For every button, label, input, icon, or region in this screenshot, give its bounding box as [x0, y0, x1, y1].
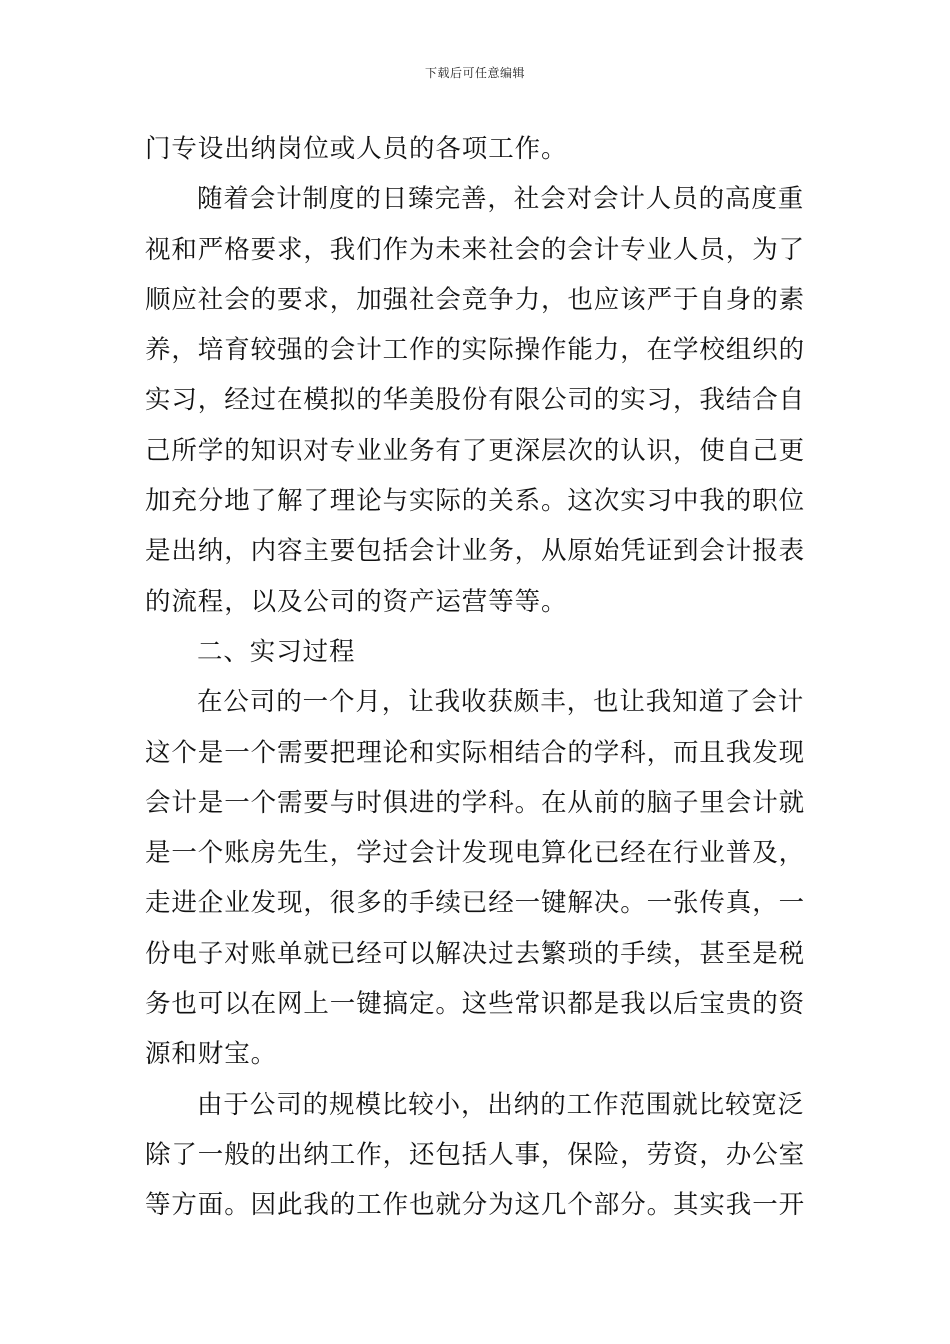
text-line: 养，培育较强的会计工作的实际操作能力，在学校组织的 — [145, 335, 805, 366]
text-line: 份电子对账单就已经可以解决过去繁琐的手续，甚至是税 — [145, 938, 805, 969]
text-line: 由于公司的规模比较小，出纳的工作范围就比较宽泛 — [197, 1089, 805, 1120]
text-line: 走进企业发现，很多的手续已经一键解决。一张传真，一 — [145, 888, 805, 919]
text-line: 源和财宝。 — [145, 1039, 278, 1070]
text-line: 在公司的一个月，让我收获颇丰，也让我知道了会计 — [197, 687, 805, 718]
text-line: 顺应社会的要求，加强社会竞争力，也应该严于自身的素 — [145, 284, 805, 315]
text-line: 随着会计制度的日臻完善，社会对会计人员的高度重 — [197, 184, 805, 215]
text-line: 加充分地了解了理论与实际的关系。这次实习中我的职位 — [145, 486, 805, 517]
text-line: 除了一般的出纳工作，还包括人事，保险，劳资，办公室 — [145, 1139, 805, 1170]
text-line: 务也可以在网上一键搞定。这些常识都是我以后宝贵的资 — [145, 989, 805, 1020]
text-line: 门专设出纳岗位或人员的各项工作。 — [145, 134, 568, 164]
text-line: 的流程，以及公司的资产运营等等。 — [145, 586, 568, 617]
text-line: 是出纳，内容主要包括会计业务，从原始凭证到会计报表 — [145, 536, 805, 567]
text-line: 这个是一个需要把理论和实际相结合的学科，而且我发现 — [145, 737, 805, 768]
text-line: 实习，经过在模拟的华美股份有限公司的实习，我结合自 — [145, 385, 805, 416]
text-line: 己所学的知识对专业业务有了更深层次的认识，使自己更 — [145, 435, 805, 466]
text-line: 视和严格要求，我们作为未来社会的会计专业人员，为了 — [145, 234, 805, 265]
page-header: 下载后可任意编辑 — [424, 66, 525, 80]
text-line: 等方面。因此我的工作也就分为这几个部分。其实我一开 — [145, 1190, 805, 1221]
text-line: 会计是一个需要与时俱进的学科。在从前的脑子里会计就 — [145, 787, 805, 818]
section-heading: 二、实习过程 — [197, 636, 356, 667]
document-body — [145, 129, 805, 1236]
text-line: 是一个账房先生，学过会计发现电算化已经在行业普及， — [145, 838, 805, 869]
